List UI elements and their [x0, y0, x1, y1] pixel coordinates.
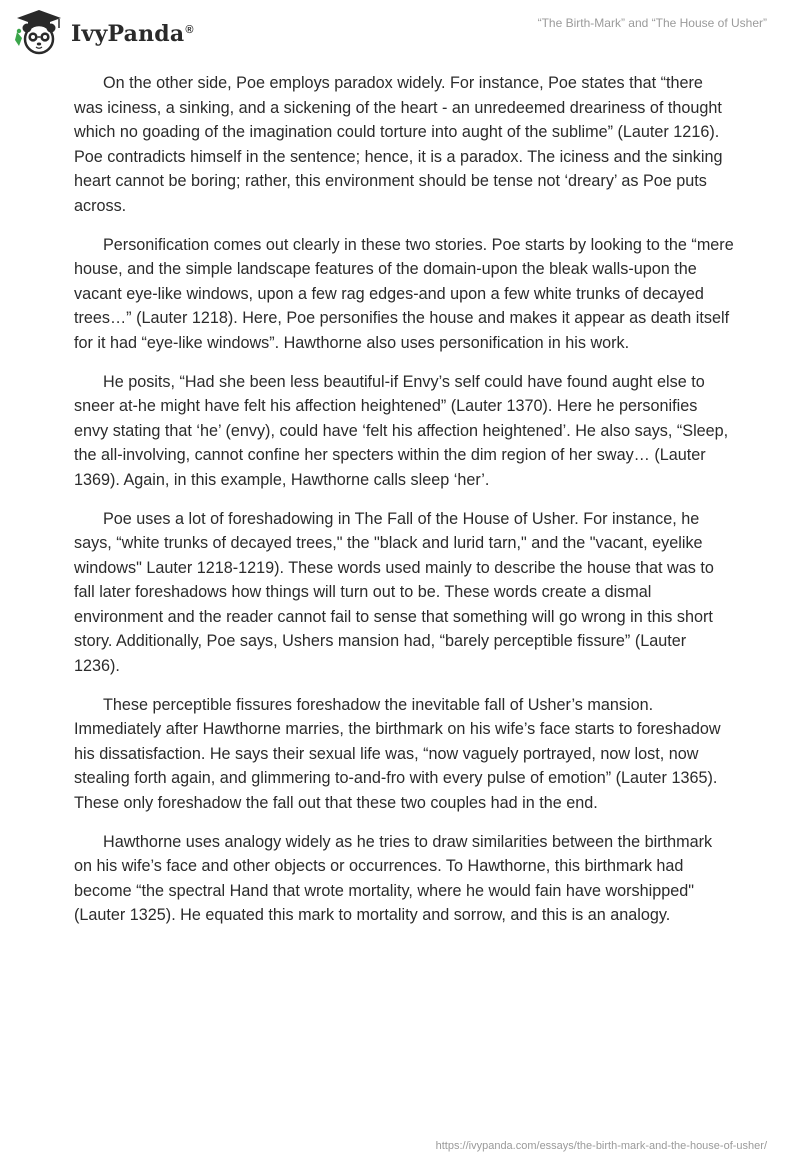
essay-body — [74, 71, 734, 942]
paragraph: Personification comes out clearly in these two stories. Poe starts by looking to the “mere house, and the simple landscape features of the domain-upon the bleak walls-upon the vacant eye-like windows, upon a few rag edges-and upon a few white trunks of decayed trees…” (Lauter 1218). Here, Poe personifies the house and makes it appear as death itself for it had “eye-like windows”. Hawthorne also uses personification in his work. — [74, 235, 734, 352]
paragraph: On the other side, Poe employs paradox widely. For instance, Poe states that “there was iciness, a sinking, and a sickening of the heart - an unredeemed dreariness of thought which no goading of the imagination could torture into aught of the sublime” (Lauter 1216). Poe contradicts himself in the sentence; hence, it is a paradox. The iciness and the sinking heart cannot be boring; rather, this environment should be tense not ‘dreary’ as Poe puts across. — [74, 74, 723, 215]
panda-graduate-icon — [13, 8, 65, 56]
paragraph: He posits, “Had she been less beautiful-if Envy’s self could have found aught else to sneer at-he might have felt his affection heightened” (Lauter 1370). Here he personifies envy stating that ‘he’ (envy), could have ‘felt his affection heightened’. He also says, “Sleep, the all-involving, cannot confine her specters within the dim region of her sway… (Lauter 1369). Again, in this example, Hawthorne calls sleep ‘her’. — [74, 372, 729, 489]
paragraph: Poe uses a lot of foreshadowing in The Fall of the House of Usher. For instance, he says, “white trunks of decayed trees," the "black and lurid tarn," and the "vacant, eyelike windows" Lauter 1218-1219). These words used mainly to describe the house that was to fall later foreshadows how things will turn out to be. These words create a dismal environment and the reader cannot fail to sense that something will go wrong in this short story. Additionally, Poe says, Ushers mansion had, “barely perceptible fissure” (Lauter 1236). — [74, 509, 714, 676]
document-title: “The Birth-Mark” and “The House of Usher” — [537, 16, 767, 30]
ivypanda-logo[interactable] — [13, 8, 194, 56]
brand-name — [71, 21, 194, 47]
brand-registered-mark: ® — [185, 23, 194, 36]
paragraph: Hawthorne uses analogy widely as he tries to draw similarities between the birthmark on his wife’s face and other objects or occurrences. To Hawthorne, this birthmark had become “the spectral Hand that wrote mortality, where he would fain have worshipped" (Lauter 1325). He equated this mark to mortality and sorrow, and this is an analogy. — [74, 832, 713, 925]
source-url[interactable]: https://ivypanda.com/essays/the-birth-mark-and-the-house-of-usher/ — [435, 1140, 767, 1152]
page-header — [0, 0, 800, 70]
paragraph: These perceptible fissures foreshadow the inevitable fall of Usher’s mansion. Immediately after Hawthorne marries, the birthmark on his wife’s face starts to foreshadow his dissatisfaction. He says their sexual life was, “now vaguely portrayed, now lost, now stealing forth again, and glimmering to-and-fro with every pulse of emotion” (Lauter 1365). These only foreshadow the fall out that these two couples had in the end. — [74, 695, 721, 813]
brand-name-text: IvyPanda — [71, 21, 185, 47]
